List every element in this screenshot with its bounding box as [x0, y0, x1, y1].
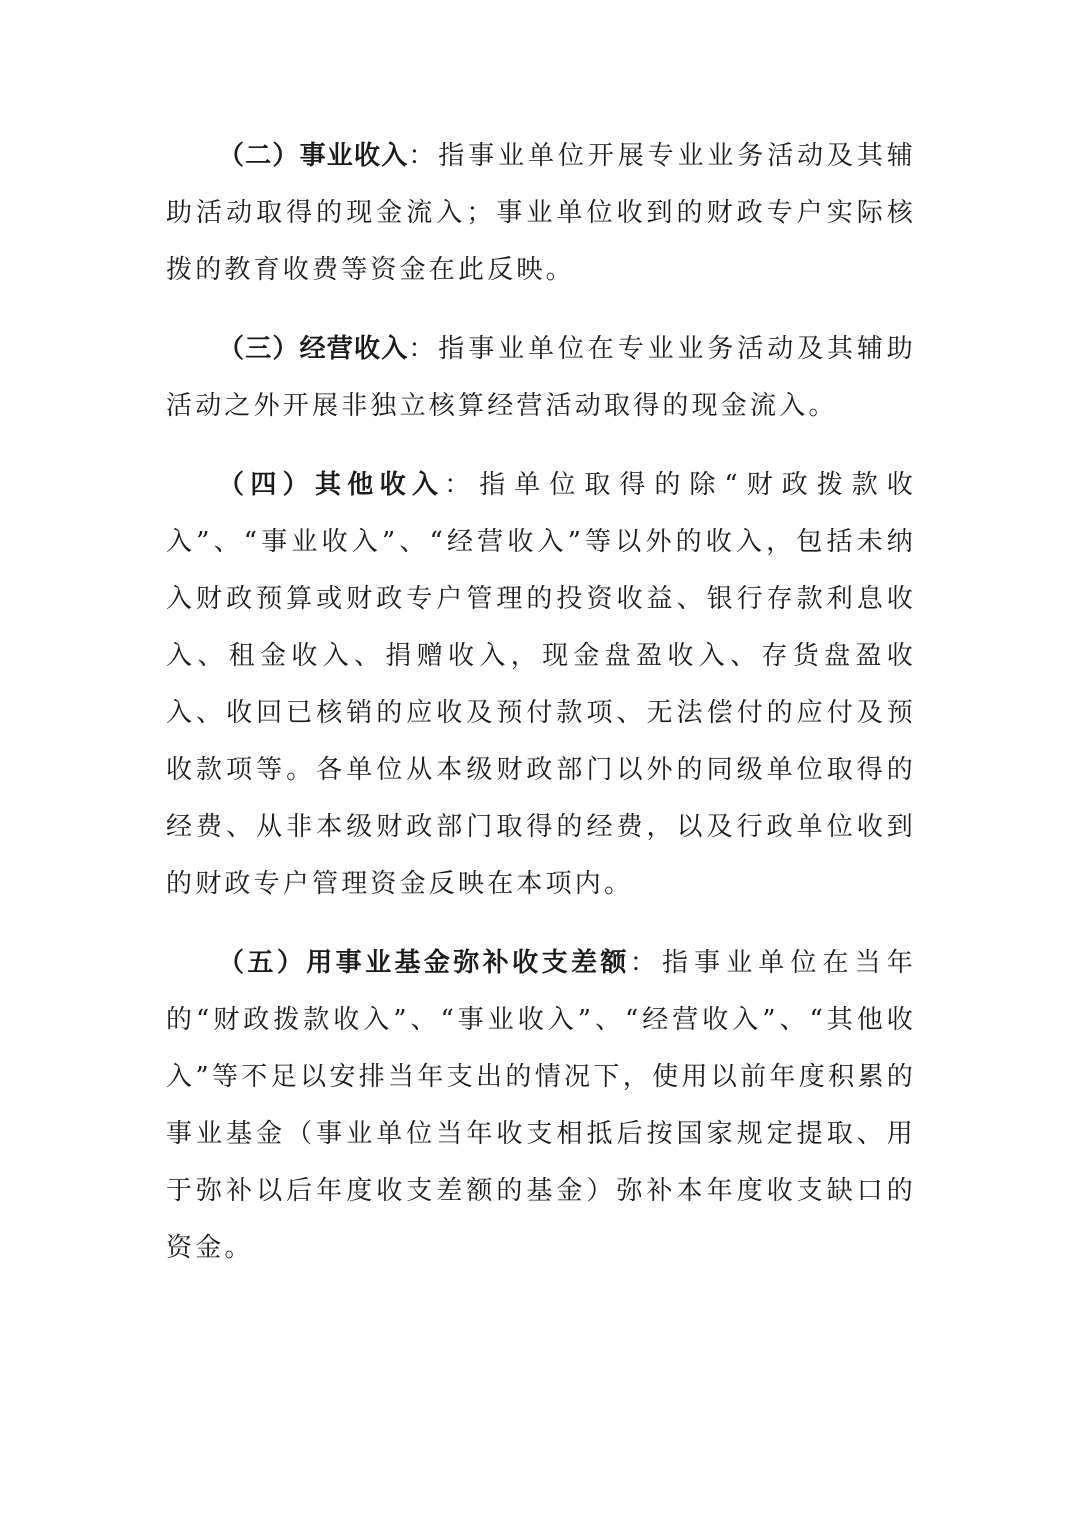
paragraph-text: ：指事业单位在当年的“财政拨款收入”、“事业收入”、“经营收入”、“其他收入”等不足以安排当年支出的情况下，使用以前年度积累的事业基金（事业单位当年收支相抵后按国家规定提取、用于弥补以后年度收支差额的基金）弥补本年度收支缺口的资金。: [166, 948, 916, 1263]
paragraph-operating-income: [166, 321, 916, 435]
paragraph-business-income: [166, 128, 916, 299]
paragraph-text: ：指事业单位开展专业业务活动及其辅助活动取得的现金流入；事业单位收到的财政专户实际核拨的教育收费等资金在此反映。: [166, 141, 916, 285]
paragraph-text: ：指事业单位在专业业务活动及其辅助活动之外开展非独立核算经营活动取得的现金流入。: [166, 334, 916, 421]
paragraph-text: ：指单位取得的除“财政拨款收入”、“事业收入”、“经营收入”等以外的收入，包括未纳入财政预算或财政专户管理的投资收益、银行存款利息收入、租金收入、捐赠收入，现金盘盈收入、存货盘盈收入、收回已核销的应收及预付款项、无法偿付的应付及预收款项等。各单位从本级财政部门以外的同级单位取得的经费、从非本级财政部门取得的经费，以及行政单位收到的财政专户管理资金反映在本项内。: [166, 470, 916, 899]
paragraph-fund-compensation: [166, 935, 916, 1277]
paragraph-other-income: [166, 457, 916, 913]
paragraph-heading: （五）用事业基金弥补收支差额: [218, 948, 630, 978]
document-body: [166, 128, 916, 1277]
paragraph-heading: （三）经营收入: [218, 334, 409, 364]
paragraph-heading: （四）其他收入: [218, 470, 445, 500]
paragraph-heading: （二）事业收入: [218, 141, 409, 171]
